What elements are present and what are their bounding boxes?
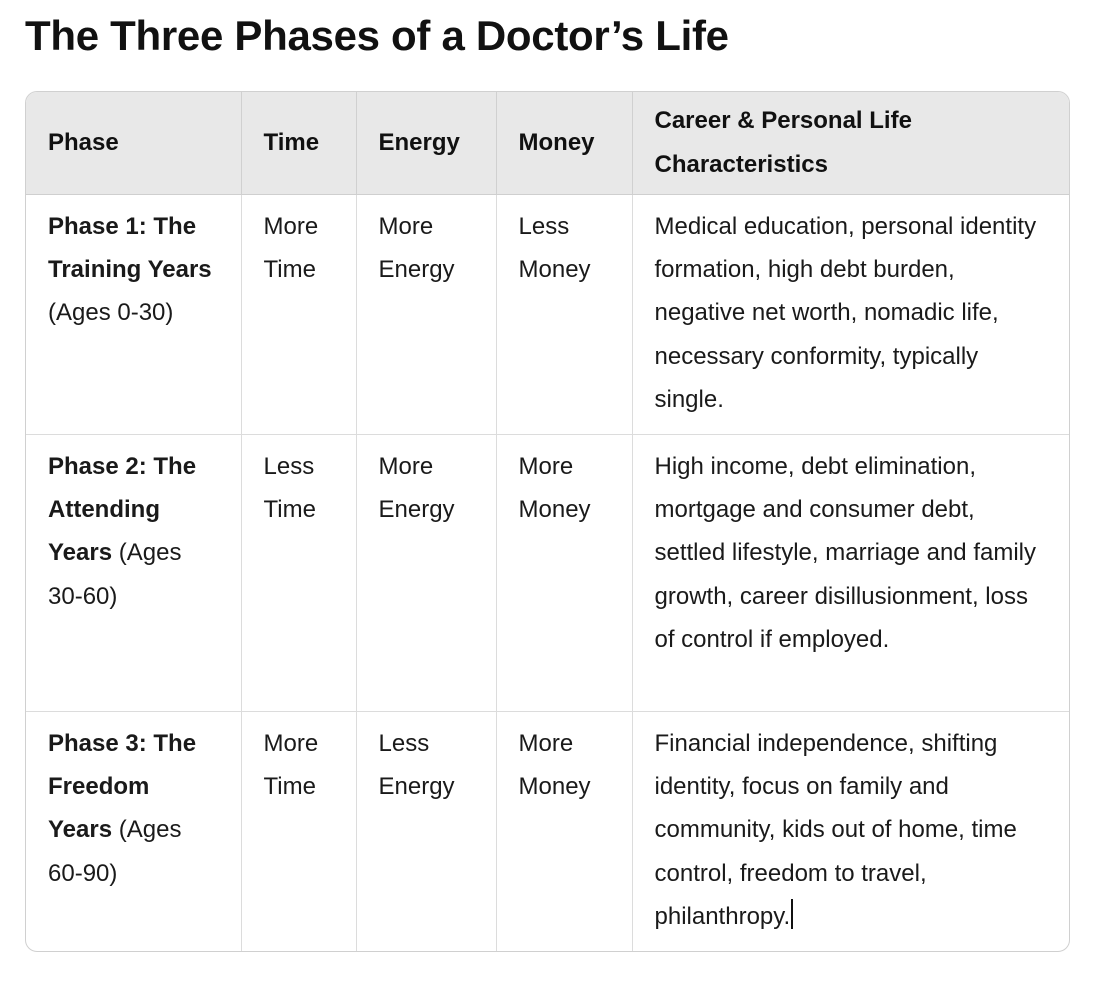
table-body (26, 194, 1069, 951)
characteristics-cell[interactable] (632, 711, 1069, 951)
phase-cell (26, 711, 241, 951)
phase-name: Phase 2: The Attending Years (48, 452, 197, 567)
money-cell: More Money (496, 434, 632, 711)
page-title: The Three Phases of a Doctor’s Life (25, 12, 729, 59)
header-time: Time (241, 92, 356, 194)
header-money: Money (496, 92, 632, 194)
money-cell: More Money (496, 711, 632, 951)
phase-cell (26, 434, 241, 711)
table-row (26, 434, 1069, 711)
energy-cell: Less Energy (356, 711, 496, 951)
text-cursor (791, 899, 793, 929)
header-characteristics: Career & Personal Life Characteristics (632, 92, 1069, 194)
table-header-row (26, 92, 1069, 194)
time-cell: More Time (241, 194, 356, 434)
phase-name: Phase 1: The Training Years (48, 212, 212, 283)
phase-ages: (Ages 0-30) (48, 299, 174, 327)
table-row (26, 194, 1069, 434)
time-cell: Less Time (241, 434, 356, 711)
header-phase: Phase (26, 92, 241, 194)
time-cell: More Time (241, 711, 356, 951)
phases-table-container (25, 91, 1070, 952)
energy-cell: More Energy (356, 194, 496, 434)
table-header (26, 92, 1069, 194)
energy-cell: More Energy (356, 434, 496, 711)
table-row (26, 711, 1069, 951)
phase-name: Phase 3: The Freedom Years (48, 729, 197, 844)
money-cell: Less Money (496, 194, 632, 434)
characteristics-text[interactable]: Financial independence, shifting identity, focus on family and community, kids out of home, time control, freedom to travel, philanthropy. (654, 729, 1017, 931)
characteristics-cell[interactable]: High income, debt elimination, mortgage and consumer debt, settled lifestyle, marriage and family growth, career disillusionment, loss of control if employed. (632, 434, 1069, 711)
characteristics-cell[interactable]: Medical education, personal identity formation, high debt burden, negative net worth, nomadic life, necessary conformity, typically single. (632, 194, 1069, 434)
phase-ages: (Ages 60-90) (48, 816, 182, 887)
phase-ages: (Ages 30-60) (48, 539, 182, 610)
phase-cell (26, 194, 241, 434)
phases-table (26, 92, 1069, 951)
header-energy: Energy (356, 92, 496, 194)
